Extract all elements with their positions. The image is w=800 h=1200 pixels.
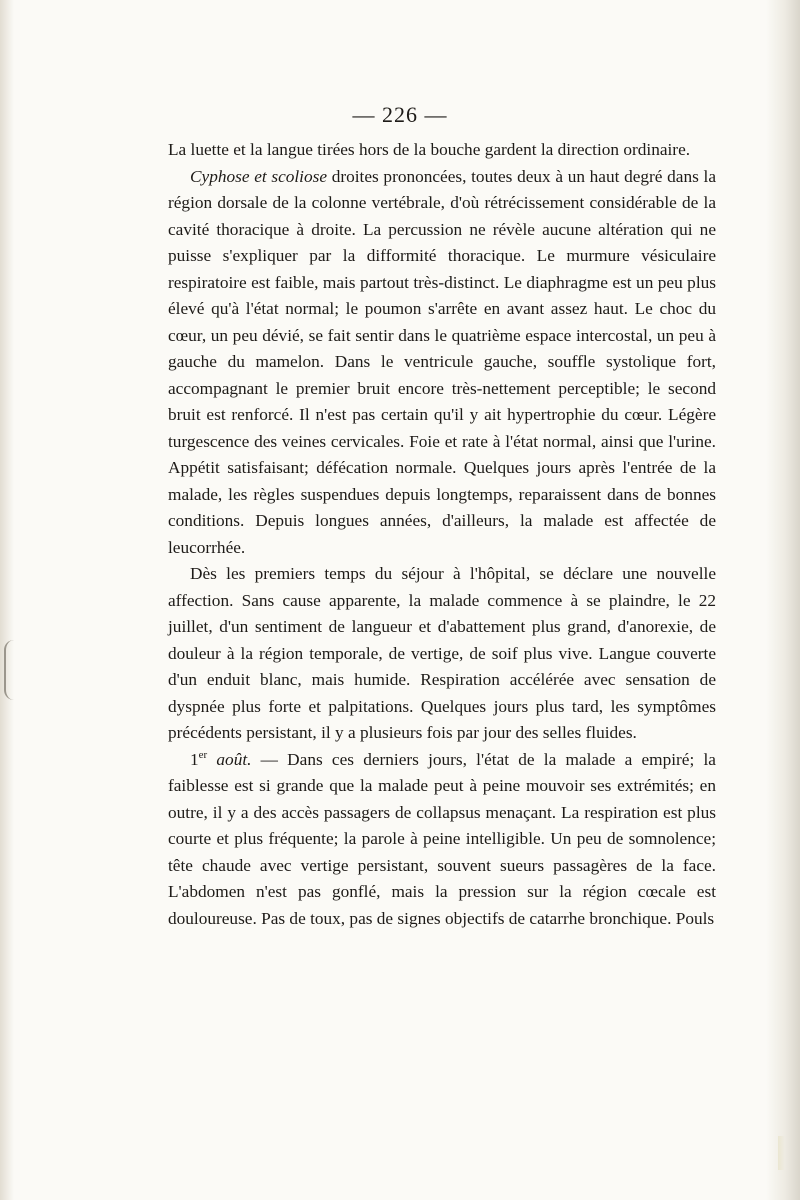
body-text (168, 137, 716, 932)
page-edge-mark (4, 640, 14, 700)
paragraph-text: — Dans ces derniers jours, l'état de la malade a empiré; la faiblesse est si grande que la malade peut à peine mouvoir ses extrémités; en outre, il y a des accès passagers de collapsus menaçant. La respiration est plus courte et plus fréquente; la parole à peine intelligible. Un peu de somnolence; tête chaude avec vertige persistant, souvent sueurs passagères de la face. L'abdomen n'est pas gonflé, mais la pression sur la région cœcale est douloureuse. Pas de toux, pas de signes objectifs de catarrhe bronchique. Pouls (168, 749, 716, 928)
page-corner-stain (778, 1136, 792, 1170)
paragraph-text: Dès les premiers temps du séjour à l'hôpital, se déclare une nouvelle affection. Sans cause apparente, la malade commence à se plaindre, le 22 juillet, d'un sentiment de langueur et d'abattement plus grand, d'anorexie, de douleur à la région temporale, de vertige, de soif plus vive. Langue couverte d'un enduit blanc, mais humide. Respiration accélérée avec sensation de dyspnée plus forte et palpitations. Quelques jours plus tard, les symptômes précédents persistant, il y a plusieurs fois par jour des selles fluides. (168, 564, 716, 742)
date-number: 1 (190, 749, 199, 769)
paragraph-italic-lead: août. (207, 749, 252, 769)
paragraph-affection (168, 561, 716, 747)
paragraph-aout (168, 747, 716, 933)
page-number: — 226 — (352, 102, 448, 127)
paragraph-cyphose (168, 164, 716, 562)
date-superscript: er (198, 748, 208, 761)
paragraph-luette (168, 137, 716, 164)
paragraph-text: droites prononcées, toutes deux à un haut degré dans la région dorsale de la colonne vertébrale, d'où rétrécissement considérable de la cavité thoracique à droite. La percussion ne révèle aucune altération qui ne puisse s'expliquer par la difformité thoracique. Le murmure vésiculaire respiratoire est faible, mais partout très-distinct. Le diaphragme est un peu plus élevé qu'à l'état normal; le poumon s'arrête en avant assez haut. Le choc du cœur, un peu dévié, se fait sentir dans le quatrième espace intercostal, un peu à gauche du mamelon. Dans le ventricule gauche, souffle systolique fort, accompagnant le premier bruit encore très-nettement perceptible; le second bruit est renforcé. Il n'est pas certain qu'il y ait hypertrophie du cœur. Légère turgescence des veines cervicales. Foie et rate à l'état normal, ainsi que l'urine. Appétit satisfaisant; défécation normale. Quelques jours après l'entrée de la malade, les règles suspendues depuis longtemps, reparaissent dans de bonnes conditions. Depuis longues années, d'ailleurs, la malade est affectée de leucorrhée. (168, 166, 716, 557)
paragraph-italic-lead: Cyphose et scoliose (190, 166, 328, 186)
paragraph-text: La luette et la langue tirées hors de la bouche gardent la direction ordinaire. (168, 140, 691, 159)
